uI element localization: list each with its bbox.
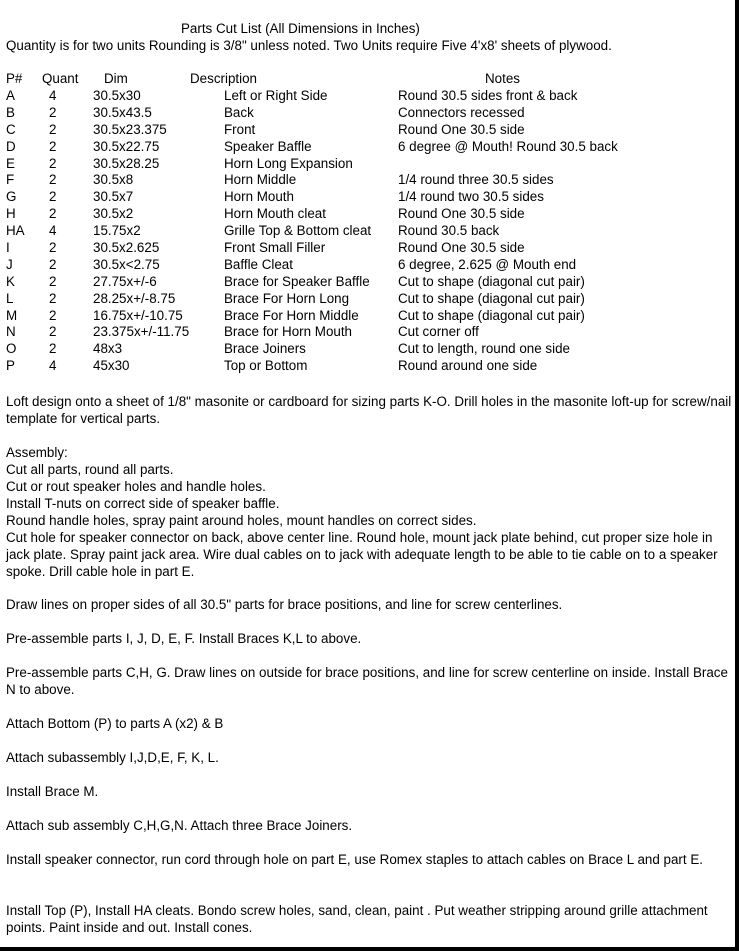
cell-dim: 48x3 — [93, 341, 123, 357]
cell-dim: 16.75x+/-10.75 — [93, 307, 183, 323]
header-dim: Dim — [104, 71, 128, 86]
assembly-section — [6, 444, 734, 580]
cell-dim: 30.5x28.25 — [93, 155, 160, 171]
table-row — [0, 171, 737, 188]
cell-dim: 28.25x+/-8.75 — [93, 290, 176, 306]
cell-dim: 27.75x+/-6 — [93, 273, 157, 289]
cell-notes: Connectors recessed — [398, 104, 525, 120]
table-row — [0, 340, 737, 357]
parts-table — [0, 87, 737, 374]
cell-notes: Round One 30.5 side — [398, 240, 525, 256]
cell-description: Horn Mouth — [224, 189, 294, 205]
cell-description: Top or Bottom — [224, 358, 308, 374]
table-row — [0, 104, 737, 121]
table-row — [0, 323, 737, 340]
header-notes: Notes — [485, 71, 520, 86]
assembly-line: Cut hole for speaker connector on back, above center line. Round hole, mount jack plate behind, cut proper size hole in jack plate. Spray paint jack area. Wire dual cables on to jack with adequate length to be able to tie cable on to a speaker spoke. Drill cable hole in part E. — [6, 530, 718, 579]
cell-notes: Cut corner off — [398, 324, 479, 340]
cell-description: Brace For Horn Middle — [224, 307, 359, 323]
table-row — [0, 239, 737, 256]
cell-part: N — [6, 324, 16, 340]
cell-notes: Round One 30.5 side — [398, 121, 525, 137]
cell-quant: 2 — [49, 104, 57, 120]
cell-part: K — [6, 273, 15, 289]
table-row — [0, 222, 737, 239]
cell-notes: 1/4 round three 30.5 sides — [398, 172, 554, 188]
cell-part: C — [6, 121, 16, 137]
cell-dim: 30.5x8 — [93, 172, 134, 188]
assembly-line: Cut or rout speaker holes and handle holes. — [6, 479, 266, 494]
cell-dim: 45x30 — [93, 358, 130, 374]
cell-notes: Round around one side — [398, 358, 538, 374]
step-paragraph: Attach Bottom (P) to parts A (x2) & B — [6, 716, 224, 731]
assembly-line: Install T-nuts on correct side of speaker baffle. — [6, 496, 280, 511]
cell-dim: 30.5x22.75 — [93, 138, 160, 154]
cell-dim: 23.375x+/-11.75 — [93, 324, 190, 340]
cell-part: H — [6, 206, 16, 222]
cell-quant: 4 — [49, 223, 57, 239]
header-description: Description — [190, 71, 257, 86]
loft-note: Loft design onto a sheet of 1/8" masonite or cardboard for sizing parts K-O. Drill holes in the masonite loft-up for screw/nail template for vertical parts. — [6, 394, 732, 426]
step-paragraph: Install Brace M. — [6, 784, 99, 799]
cell-part: P — [6, 358, 15, 374]
cell-notes: Cut to shape (diagonal cut pair) — [398, 307, 585, 323]
table-row — [0, 138, 737, 155]
cell-quant: 2 — [49, 172, 57, 188]
cell-dim: 30.5x23.375 — [93, 121, 167, 137]
cell-description: Front — [224, 121, 256, 137]
cell-part: A — [6, 88, 15, 103]
cell-part: O — [6, 341, 17, 357]
cell-notes: 6 degree, 2.625 @ Mouth end — [398, 256, 577, 272]
cell-part: HA — [6, 223, 25, 239]
cell-description: Left or Right Side — [224, 88, 328, 103]
cell-quant: 2 — [49, 240, 57, 256]
cell-description: Brace For Horn Long — [224, 290, 350, 306]
cell-description: Baffle Cleat — [224, 256, 293, 272]
cell-quant: 2 — [49, 341, 57, 357]
step-paragraph: Attach sub assembly C,H,G,N. Attach three Brace Joiners. — [6, 818, 353, 833]
step-paragraph: Pre-assemble parts I, J, D, E, F. Install Braces K,L to above. — [6, 631, 362, 646]
cell-notes: Round One 30.5 side — [398, 206, 525, 222]
cell-description: Brace Joiners — [224, 341, 306, 357]
cell-notes: Cut to shape (diagonal cut pair) — [398, 290, 585, 306]
cell-quant: 2 — [49, 307, 57, 323]
cell-notes: Cut to length, round one side — [398, 341, 570, 357]
cell-quant: 2 — [49, 121, 57, 137]
cell-description: Horn Middle — [224, 172, 297, 188]
cell-description: Grille Top & Bottom cleat — [224, 223, 372, 239]
cell-part: B — [6, 104, 15, 120]
cell-part: J — [6, 256, 13, 272]
cell-description: Speaker Baffle — [224, 138, 312, 154]
cell-dim: 30.5x2 — [93, 206, 134, 222]
assembly-line: Round handle holes, spray paint around holes, mount handles on correct sides. — [6, 513, 477, 528]
cell-dim: 30.5x<2.75 — [93, 256, 160, 272]
table-row — [0, 256, 737, 273]
intro-text: Quantity is for two units Rounding is 3/8" unless noted. Two Units require Five 4'x8' sheets of plywood. — [6, 38, 612, 53]
step-paragraph: Install Top (P), Install HA cleats. Bondo screw holes, sand, clean, paint . Put weather stripping around grille attachment points. Paint inside and out. Install cones. — [6, 903, 708, 935]
cell-quant: 4 — [49, 358, 57, 374]
header-quant: Quant — [42, 71, 79, 86]
cell-part: M — [6, 307, 18, 323]
cell-quant: 2 — [49, 290, 57, 306]
step-paragraph: Attach subassembly I,J,D,E, F, K, L. — [6, 750, 219, 765]
cell-notes: Round 30.5 sides front & back — [398, 88, 578, 103]
cell-quant: 2 — [49, 256, 57, 272]
assembly-heading: Assembly: — [6, 445, 68, 460]
cell-dim: 30.5x2.625 — [93, 240, 160, 256]
table-row — [0, 155, 737, 172]
cell-part: E — [6, 155, 15, 171]
cell-quant: 2 — [49, 206, 57, 222]
cell-quant: 2 — [49, 155, 57, 171]
table-row — [0, 273, 737, 290]
cell-part: L — [6, 290, 14, 306]
cell-part: F — [6, 172, 15, 188]
page-title: Parts Cut List (All Dimensions in Inches) — [181, 21, 420, 36]
cell-dim: 15.75x2 — [93, 223, 141, 239]
cell-part: D — [6, 138, 16, 154]
table-row — [0, 87, 737, 104]
cell-dim: 30.5x43.5 — [93, 104, 152, 120]
cell-notes: Round 30.5 back — [398, 223, 500, 239]
cell-description: Back — [224, 104, 254, 120]
table-row — [0, 357, 737, 374]
cell-quant: 2 — [49, 138, 57, 154]
table-row — [0, 290, 737, 307]
step-paragraph: Draw lines on proper sides of all 30.5" parts for brace positions, and line for screw centerlines. — [6, 597, 563, 612]
cell-description: Horn Mouth cleat — [224, 206, 326, 222]
cell-quant: 2 — [49, 273, 57, 289]
cell-quant: 4 — [49, 88, 57, 103]
cell-notes: 1/4 round two 30.5 sides — [398, 189, 544, 205]
table-row — [0, 307, 737, 324]
cell-description: Brace for Horn Mouth — [224, 324, 353, 340]
cell-quant: 2 — [49, 324, 57, 340]
cell-description: Brace for Speaker Baffle — [224, 273, 370, 289]
cell-quant: 2 — [49, 189, 57, 205]
cell-description: Front Small Filler — [224, 240, 326, 256]
cell-dim: 30.5x30 — [93, 88, 141, 103]
table-row — [0, 205, 737, 222]
table-row — [0, 188, 737, 205]
cell-description: Horn Long Expansion — [224, 155, 353, 171]
header-part: P# — [6, 71, 23, 86]
assembly-line: Cut all parts, round all parts. — [6, 462, 174, 477]
step-paragraph: Install speaker connector, run cord through hole on part E, use Romex staples to attach cables on Brace L and part E. — [6, 852, 703, 867]
step-paragraph: Pre-assemble parts C,H, G. Draw lines on outside for brace positions, and line for screw centerline on inside. Install Brace N to above. — [6, 665, 728, 697]
cell-dim: 30.5x7 — [93, 189, 134, 205]
cell-part: G — [6, 189, 17, 205]
cell-notes: 6 degree @ Mouth! Round 30.5 back — [398, 138, 618, 154]
cell-notes: Cut to shape (diagonal cut pair) — [398, 273, 585, 289]
table-row — [0, 121, 737, 138]
cell-part: I — [6, 240, 10, 256]
